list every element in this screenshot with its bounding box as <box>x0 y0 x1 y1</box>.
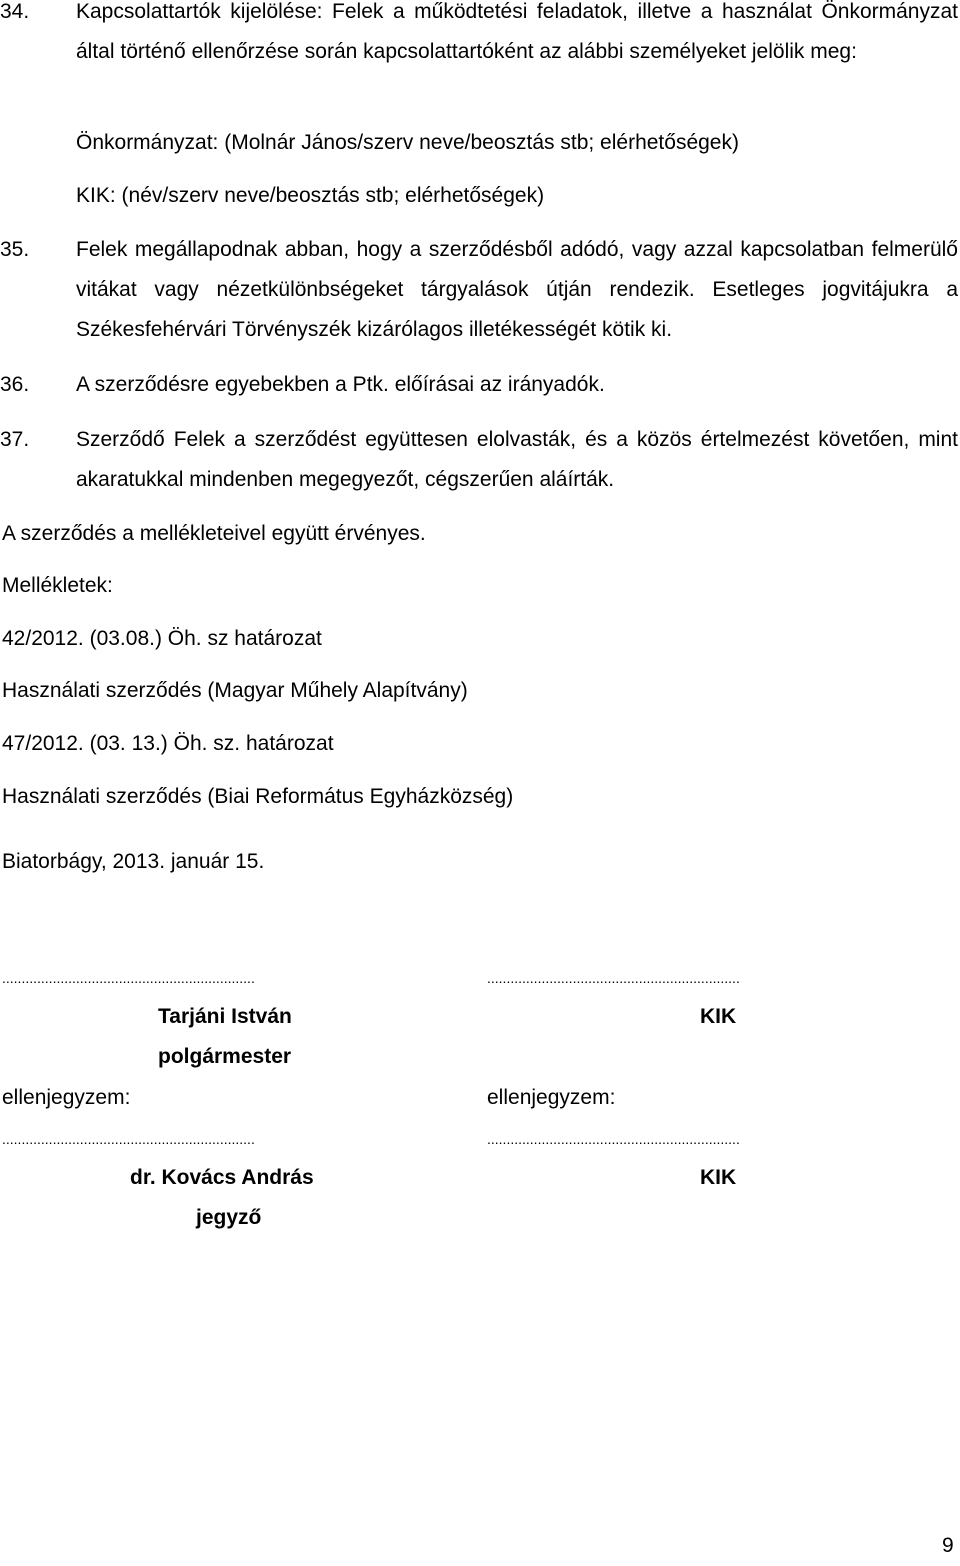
signer-left-name: Tarjáni István <box>158 1005 292 1028</box>
clause-number: 35. <box>0 238 30 261</box>
attachment-item: 42/2012. (03.08.) Öh. sz határozat <box>2 627 322 650</box>
attachment-item: 47/2012. (03. 13.) Öh. sz. határozat <box>2 732 334 755</box>
contact-onkormanyzat: Önkormányzat: (Molnár János/szerv neve/beosztás stb; elérhetőségek) <box>76 131 739 154</box>
countersigner-left-name: dr. Kovács András <box>130 1166 314 1189</box>
signature-line-left: ................................................................. <box>2 970 255 986</box>
countersign-label-left: ellenjegyzem: <box>2 1086 131 1109</box>
attachment-item: Használati szerződés (Magyar Műhely Alapítvány) <box>2 679 468 702</box>
clause-number: 34. <box>0 0 30 23</box>
clause-text: Felek megállapodnak abban, hogy a szerződésből adódó, vagy azzal kapcsolatban felmerülő vitákat vagy nézetkülönbségeket tárgyalások útján rendezik. Esetleges jogvitájukra a Székesfehérvári Törvényszék kizárólagos illetékességét kötik ki. <box>76 238 958 341</box>
countersigner-left-title: jegyző <box>196 1206 262 1229</box>
signer-left-title: polgármester <box>158 1045 292 1068</box>
clause-number: 37. <box>0 428 30 451</box>
validity-statement: A szerződés a mellékleteivel együtt érvényes. <box>2 522 426 545</box>
signer-right-name: KIK <box>700 1005 737 1028</box>
clause-text: A szerződésre egyebekben a Ptk. előírásai az irányadók. <box>76 373 605 396</box>
countersign-line-left: ................................................................. <box>2 1131 255 1147</box>
signature-line-right: ................................................................. <box>487 970 740 986</box>
countersign-line-right: ................................................................. <box>487 1131 740 1147</box>
contact-kik: KIK: (név/szerv neve/beosztás stb; elérhetőségek) <box>76 184 545 207</box>
clause-number: 36. <box>0 373 30 396</box>
countersigner-right-name: KIK <box>700 1166 737 1189</box>
countersign-label-right: ellenjegyzem: <box>487 1086 616 1109</box>
place-date: Biatorbágy, 2013. január 15. <box>2 850 265 873</box>
attachments-label: Mellékletek: <box>2 574 113 597</box>
clause-text: Szerződő Felek a szerződést együttesen elolvasták, és a közös értelmezést követően, mint akaratukkal mindenben megegyezőt, cégszerűen aláírták. <box>76 428 958 491</box>
attachment-item: Használati szerződés (Biai Református Egyházközség) <box>2 785 514 808</box>
page-number: 9 <box>942 1534 954 1557</box>
clause-text: Kapcsolattartók kijelölése: Felek a működtetési feladatok, illetve a használat Önkormányzat által történő ellenőrzése során kapcsolattartóként az alábbi személyeket jelölik meg: <box>76 0 958 63</box>
